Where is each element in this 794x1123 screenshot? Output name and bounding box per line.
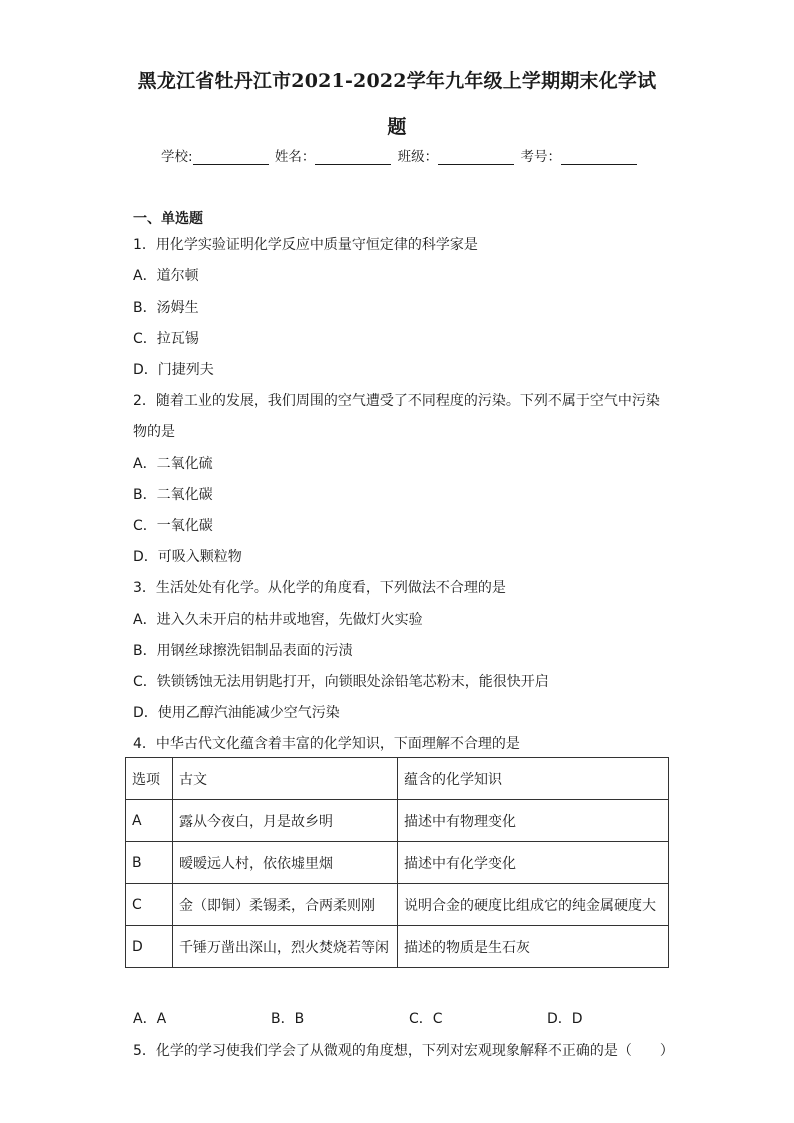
number-label: 考号： (520, 149, 561, 165)
question-1-stem: 1．用化学实验证明化学反应中质量守恒定律的科学家是 (133, 237, 478, 253)
question-5-stem: 5．化学的学习使我们学会了从微观的角度想，下列对宏观现象解释不正确的是（ ） (133, 1043, 674, 1059)
table-cell: C (126, 884, 173, 926)
name-blank (315, 150, 391, 165)
table-row (126, 842, 669, 884)
table-cell: 描述中有物理变化 (398, 800, 669, 842)
question-3-stem: 3．生活处处有化学。从化学的角度看，下列做法不合理的是 (133, 580, 506, 596)
table-row (126, 800, 669, 842)
table-cell: 暧暧远人村，依依墟里烟 (173, 842, 398, 884)
question-1-option-b: B．汤姆生 (133, 300, 199, 316)
question-4-table (125, 757, 669, 968)
page-title-line-1: 黑龙江省牡丹江市2021-2022学年九年级上学期期末化学试 (137, 70, 657, 92)
school-label: 学校: (161, 149, 193, 165)
question-2-stem: 2．随着工业的发展，我们周围的空气遭受了不同程度的污染。下列不属于空气中污染 (133, 393, 660, 409)
table-row (126, 926, 669, 968)
table-cell: 金（即铜）柔锡柔，合两柔则刚 (173, 884, 398, 926)
number-blank (561, 150, 637, 165)
class-label: 班级： (397, 149, 439, 165)
question-4-stem: 4．中华古代文化蕴含着丰富的化学知识，下面理解不合理的是 (133, 736, 520, 752)
school-blank (193, 150, 269, 165)
table-cell: B (126, 842, 173, 884)
question-3-option-b: B．用钢丝球擦洗铝制品表面的污渍 (133, 643, 353, 659)
table-cell: 描述的物质是生石灰 (398, 926, 669, 968)
table-cell: A (126, 800, 173, 842)
question-1-option-d: D．门捷列夫 (133, 362, 214, 378)
table-cell: D (126, 926, 173, 968)
question-2-option-b: B．二氧化碳 (133, 487, 213, 503)
question-3-option-a: A．进入久未开启的枯井或地窖，先做灯火实验 (133, 612, 423, 628)
name-label: 姓名： (274, 149, 316, 165)
page-title-line-2: 题 (387, 116, 407, 138)
question-2-stem-continued: 物的是 (133, 424, 175, 440)
question-1-option-a: A．道尔顿 (133, 268, 199, 284)
table-cell: 露从今夜白，月是故乡明 (173, 800, 398, 842)
student-info-row (161, 145, 639, 165)
question-4-option-a: A．A (133, 1011, 167, 1027)
question-3-option-c: C．铁锁锈蚀无法用钥匙打开，向锁眼处涂铅笔芯粉末，能很快开启 (133, 674, 549, 690)
section-title: 一、单选题 (133, 211, 203, 227)
question-2-option-c: C．一氧化碳 (133, 518, 213, 534)
question-1-option-c: C．拉瓦锡 (133, 331, 199, 347)
question-2-option-d: D．可吸入颗粒物 (133, 549, 242, 565)
table-header-row (126, 758, 669, 800)
question-2-option-a: A．二氧化硫 (133, 456, 213, 472)
table-cell: 描述中有化学变化 (398, 842, 669, 884)
question-3-option-d: D．使用乙醇汽油能减少空气污染 (133, 705, 340, 721)
question-4-option-d: D．D (547, 1011, 583, 1027)
class-blank (438, 150, 514, 165)
table-row (126, 884, 669, 926)
table-cell: 说明合金的硬度比组成它的纯金属硬度大 (398, 884, 669, 926)
question-4-option-c: C．C (409, 1011, 443, 1027)
table-header-cell: 蕴含的化学知识 (398, 758, 669, 800)
table-header-cell: 选项 (126, 758, 173, 800)
table-header-cell: 古文 (173, 758, 398, 800)
table-cell: 千锤万凿出深山，烈火焚烧若等闲 (173, 926, 398, 968)
question-4-option-b: B．B (271, 1011, 305, 1027)
